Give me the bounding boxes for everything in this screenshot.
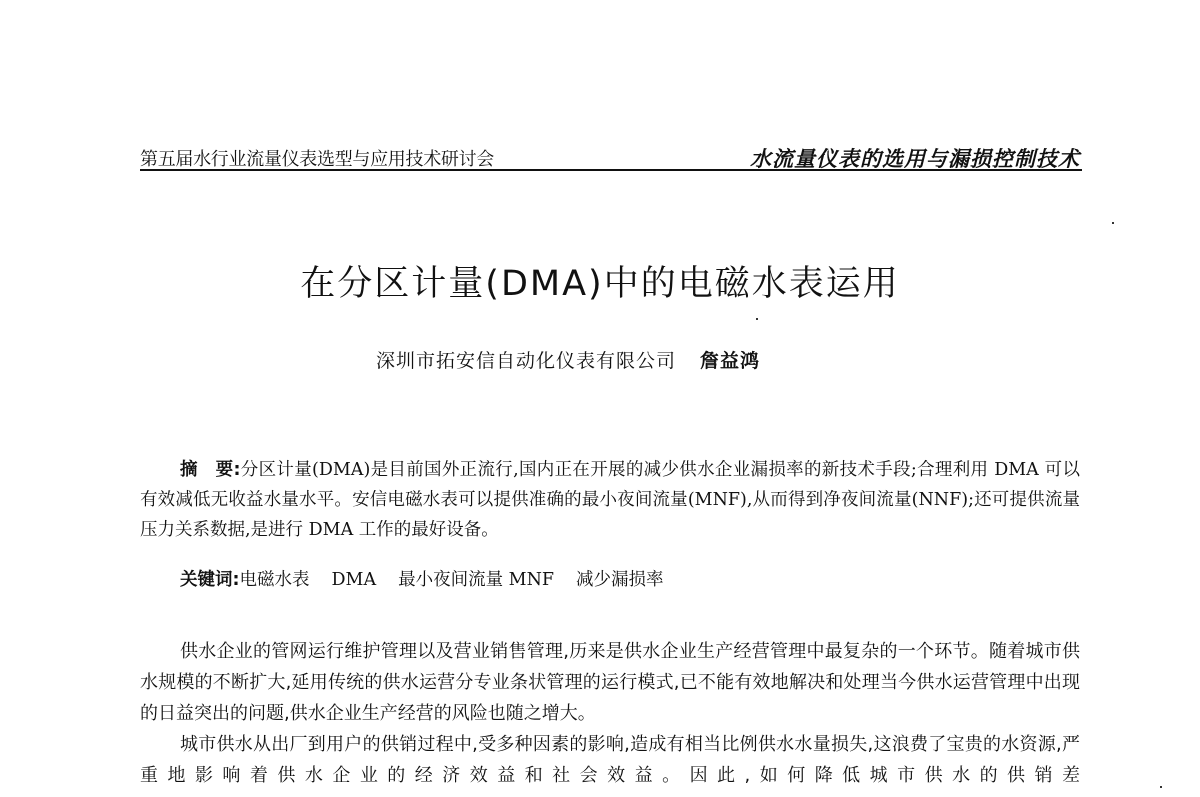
- abstract: [140, 455, 1080, 545]
- scan-speck: [1160, 786, 1162, 788]
- abstract-label: 摘 要:: [180, 460, 241, 480]
- keyword: DMA: [331, 570, 377, 590]
- header-rule: [140, 169, 1082, 171]
- conference-name: 第五届水行业流量仪表选型与应用技术研讨会: [140, 149, 494, 170]
- body-paragraph: 城市供水从出厂到用户的供销过程中,受多种因素的影响,造成有相当比例供水水量损失,这浪费了宝贵的水资源,严重地影响着供水企业的经济效益和社会效益。因此,如何降低城市供水的供销差: [140, 734, 1080, 786]
- abstract-text: 分区计量(DMA)是目前国外正流行,国内正在开展的减少供水企业漏损率的新技术手段;合理利用 DMA 可以有效减低无收益水量水平。安信电磁水表可以提供准确的最小夜间流量(MNF),从而得到净夜间流量(NNF);还可提供流量压力关系数据,是进行 DMA 工作的最好设备。: [140, 460, 1080, 540]
- keywords: [180, 565, 686, 595]
- running-header: [140, 143, 1080, 169]
- keywords-label: 关键词:: [180, 570, 240, 590]
- keyword: 最小夜间流量 MNF: [398, 570, 555, 590]
- abstract-paragraph: [140, 455, 1080, 545]
- keyword: 减少漏损率: [576, 570, 664, 590]
- body-paragraph: 供水企业的管网运行维护管理以及营业销售管理,历来是供水企业生产经营管理中最复杂的一个环节。随着城市供水规模的不断扩大,延用传统的供水运营分专业条状管理的运行模式,已不能有效地解决和处理当今供水运营管理中出现的日益突出的问题,供水企业生产经营的风险也随之增大。: [140, 641, 1080, 724]
- author-organization: 深圳市拓安信自动化仪表有限公司: [376, 350, 677, 372]
- paper-title: 在分区计量(DMA)中的电磁水表运用: [300, 264, 900, 304]
- scan-speck: [1112, 222, 1114, 224]
- body-text: [140, 636, 1080, 791]
- keyword: 电磁水表: [239, 570, 310, 590]
- scan-speck: [756, 318, 758, 320]
- author-name: 詹益鸿: [700, 350, 761, 372]
- proceedings-title: 水流量仪表的选用与漏损控制技术: [750, 147, 1080, 171]
- byline: [376, 346, 760, 373]
